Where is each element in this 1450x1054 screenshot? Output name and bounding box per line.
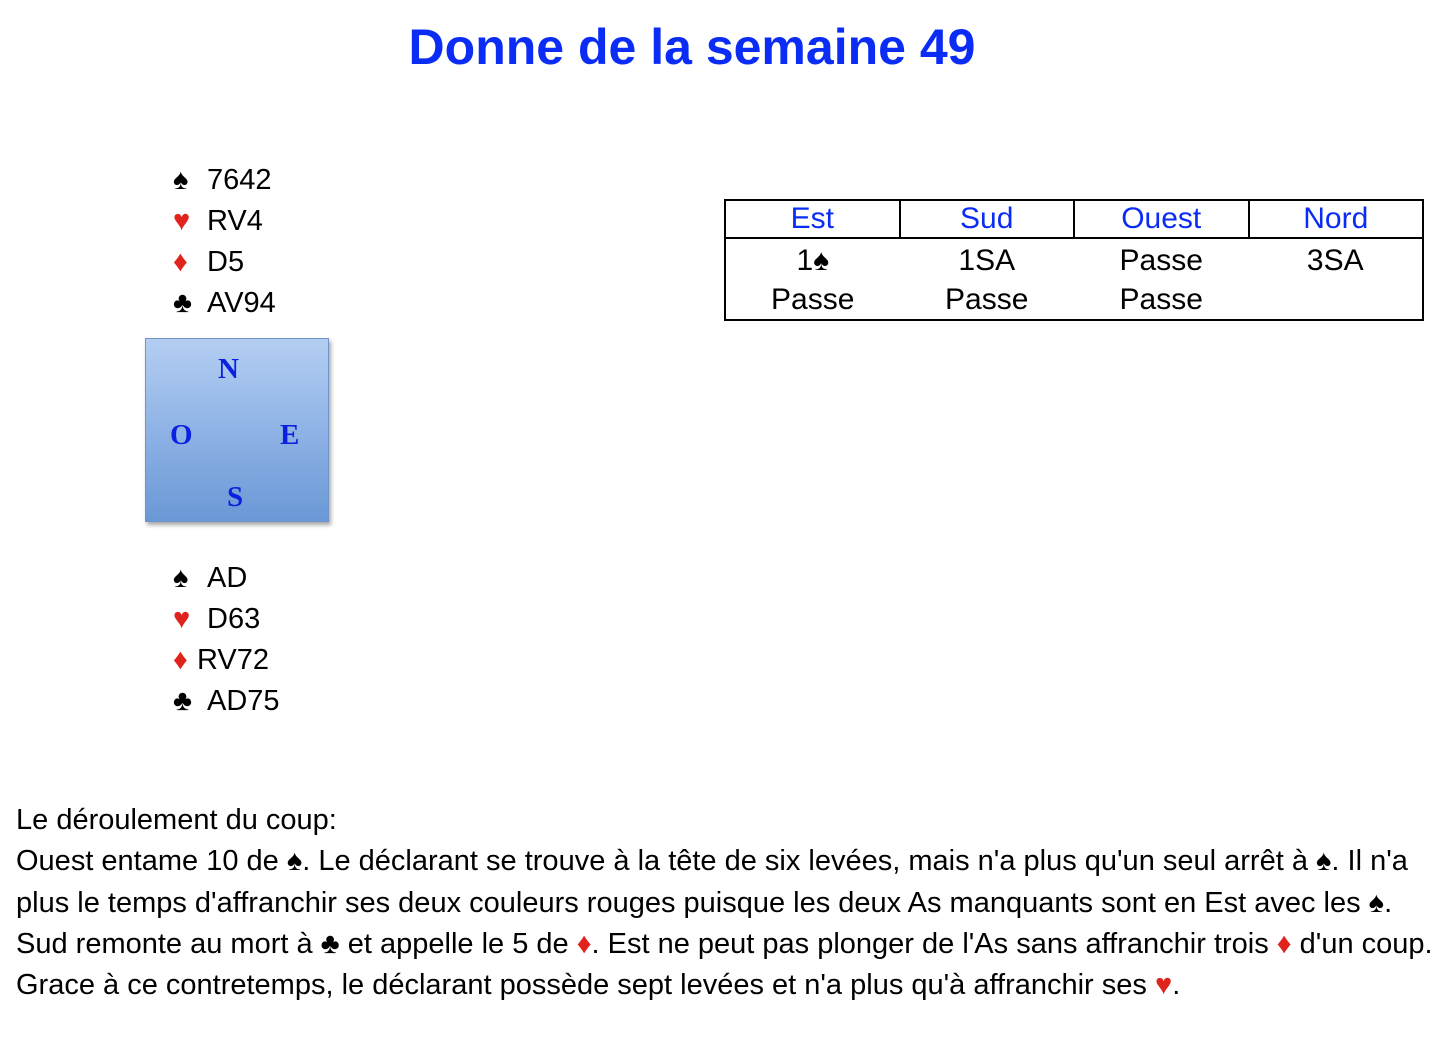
south-hearts-cards: D63 xyxy=(207,603,261,635)
bid: 3SA xyxy=(1306,244,1364,277)
diamond-icon: ♦ xyxy=(173,644,188,676)
narrative-heading: Le déroulement du coup: xyxy=(16,804,337,836)
south-spades-row xyxy=(173,558,280,599)
north-hearts-cards: RV4 xyxy=(207,205,263,237)
spade-icon: ♠ xyxy=(1316,845,1332,878)
south-spades-cards: AD xyxy=(207,562,248,594)
north-hand xyxy=(173,160,276,324)
header-nord: Nord xyxy=(1249,200,1424,238)
north-diamonds-cards: D5 xyxy=(207,246,245,278)
south-clubs-row xyxy=(173,681,280,722)
narrative-text: Ouest entame 10 de xyxy=(16,845,287,878)
diamond-icon: ♦ xyxy=(173,246,188,278)
compass-table xyxy=(145,338,329,522)
narrative-text: . Il n'a plus le temps d'affranchir ses deux couleurs rouges puisque les deux As manquants sont en Est avec les xyxy=(16,845,1408,919)
spade-icon: ♠ xyxy=(173,164,189,196)
bid: Passe xyxy=(1119,244,1203,277)
narrative-text: . xyxy=(1172,969,1181,1002)
page-title: Donne de la semaine 49 xyxy=(408,19,976,75)
narrative-text: et appelle le 5 de xyxy=(339,927,577,960)
diamond-icon: ♦ xyxy=(576,927,592,960)
bids-ouest xyxy=(1074,238,1249,320)
south-diamonds-row xyxy=(173,640,280,681)
bid: 1SA xyxy=(958,244,1016,277)
bids-nord xyxy=(1249,238,1424,320)
spade-icon: ♠ xyxy=(286,845,303,878)
north-clubs-cards: AV94 xyxy=(207,287,276,319)
north-spades-cards: 7642 xyxy=(207,164,272,196)
bid: Passe xyxy=(1119,283,1203,316)
heart-icon: ♥ xyxy=(1154,969,1173,1002)
header-sud: Sud xyxy=(900,200,1075,238)
club-icon: ♣ xyxy=(173,287,193,319)
north-hearts-row xyxy=(173,201,276,242)
north-spades-row xyxy=(173,160,276,201)
compass-north: N xyxy=(218,353,239,385)
play-narrative xyxy=(16,800,1436,1006)
club-icon: ♣ xyxy=(320,927,340,960)
bid-level: 1 xyxy=(796,244,814,277)
narrative-text: d'un coup. Grace à ce contretemps, le déclarant possède sept levées et n'a plus qu'à affranchir ses xyxy=(16,927,1433,1002)
south-clubs-cards: AD75 xyxy=(207,685,280,717)
compass-west: O xyxy=(170,419,193,451)
bidding-row xyxy=(725,238,1423,320)
bids-sud xyxy=(900,238,1075,320)
narrative-body xyxy=(16,841,1436,1006)
bid: Passe xyxy=(945,283,1029,316)
header-ouest: Ouest xyxy=(1074,200,1249,238)
bidding-table xyxy=(724,199,1424,321)
bids-est xyxy=(725,238,900,320)
header-est: Est xyxy=(725,200,900,238)
bid xyxy=(726,241,900,280)
narrative-text: . Le déclarant se trouve à la tête de six levées, mais n'a plus qu'un seul arrêt à xyxy=(302,845,1317,878)
north-diamonds-row xyxy=(173,242,276,283)
spade-icon: ♠ xyxy=(1368,886,1385,919)
north-clubs-row xyxy=(173,283,276,324)
spade-icon: ♠ xyxy=(813,244,830,277)
compass-south: S xyxy=(227,481,244,513)
narrative-text: . Sud remonte au mort à xyxy=(16,886,1393,960)
heart-icon: ♥ xyxy=(173,603,191,635)
narrative-text: . Est ne peut pas plonger de l'As sans affranchir trois xyxy=(591,927,1277,960)
spade-icon: ♠ xyxy=(173,562,189,594)
south-diamonds-cards: RV72 xyxy=(197,644,270,676)
compass-east: E xyxy=(280,419,300,451)
bidding-header-row xyxy=(725,200,1423,238)
diamond-icon: ♦ xyxy=(1276,927,1292,960)
club-icon: ♣ xyxy=(173,685,193,717)
heart-icon: ♥ xyxy=(173,205,191,237)
south-hearts-row xyxy=(173,599,280,640)
south-hand xyxy=(173,558,280,722)
bid: Passe xyxy=(771,283,855,316)
